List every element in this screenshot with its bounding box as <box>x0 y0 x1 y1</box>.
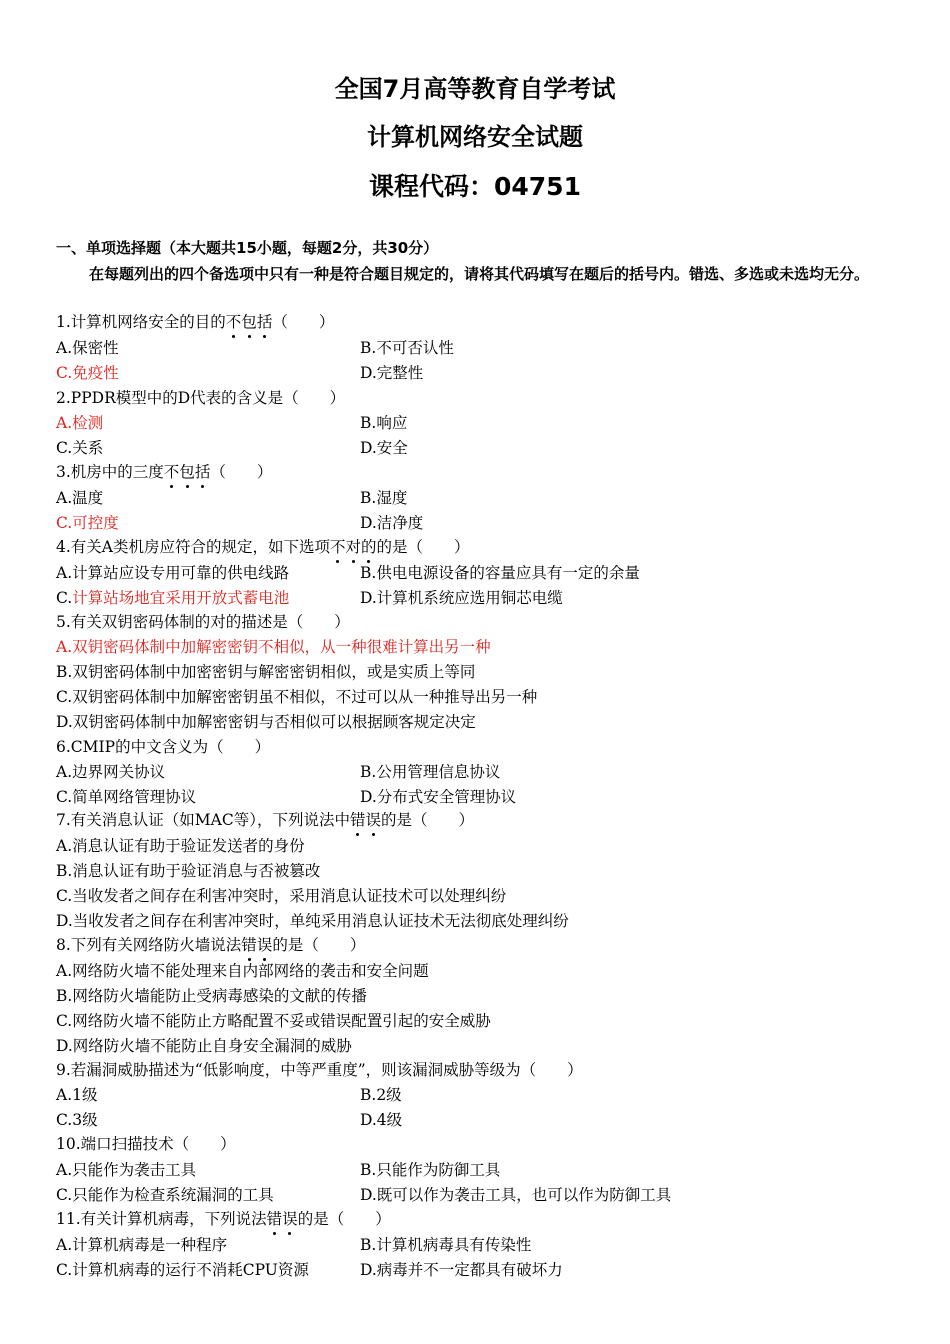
emphasis-dots: 错误 <box>241 936 273 954</box>
question-10-option-d: D.既可以作为袭击工具，也可以作为防御工具 <box>360 1186 672 1204</box>
question-8-option-c: C.网络防火墙不能防止方略配置不妥或错误配置引起的安全威胁 <box>56 1012 491 1030</box>
question-10-option-b: B.只能作为防御工具 <box>360 1161 501 1179</box>
emphasis-dots: 错误 <box>349 811 381 829</box>
question-3-option-a: A.温度 <box>56 489 104 507</box>
question-2-stem: 2.PPDR模型中的D代表的含义是（ ） <box>56 389 346 407</box>
course-code: 课程代码：04751 <box>369 172 581 201</box>
question-11-option-b: B.计算机病毒具有传染性 <box>360 1236 532 1254</box>
question-7-option-c: C.当收发者之间存在利害冲突时，采用消息认证技术可以处理纠纷 <box>56 887 507 905</box>
question-5-option-a-answer: A.双钥密码体制中加解密密钥不相似，从一种很难计算出另一种 <box>56 638 491 656</box>
question-9-option-b: B.2级 <box>360 1086 402 1104</box>
question-10-option-a: A.只能作为袭击工具 <box>56 1161 197 1179</box>
emphasis-dots: 不包括 <box>225 313 273 331</box>
question-8-option-d: D.网络防火墙不能防止自身安全漏洞的威胁 <box>56 1037 352 1055</box>
question-6-option-c: C.简单网络管理协议 <box>56 788 197 806</box>
question-4-option-a: A.计算站应设专用可靠的供电线路 <box>56 564 290 582</box>
question-5-option-c: C.双钥密码体制中加解密密钥虽不相似，不过可以从一种推导出另一种 <box>56 688 538 706</box>
question-1-option-c-answer: C.免疫性 <box>56 364 119 382</box>
question-1-option-d: D.完整性 <box>360 364 424 382</box>
question-6-stem: 6.CMIP的中文含义为（ ） <box>56 738 271 756</box>
question-9-option-c: C.3级 <box>56 1111 98 1129</box>
question-8-option-a: A.网络防火墙不能处理来自内部网络的袭击和安全问题 <box>56 962 429 980</box>
question-5-option-b: B.双钥密码体制中加密密钥与解密密钥相似，或是实质上等同 <box>56 663 476 681</box>
subject-title: 计算机网络安全试题 <box>367 123 583 151</box>
question-7-option-b: B.消息认证有助于验证消息与否被篡改 <box>56 862 321 880</box>
question-8-option-b: B.网络防火墙能防止受病毒感染的文献的传播 <box>56 987 367 1005</box>
question-2-option-d: D.安全 <box>360 439 408 457</box>
question-6-option-a: A.边界网关协议 <box>56 763 166 781</box>
question-1-option-b: B.不可否认性 <box>360 339 454 357</box>
question-7-stem: 7.有关消息认证（如MAC等），下列说法中错误的是（ ） <box>56 811 475 829</box>
question-4-option-d: D.计算机系统应选用铜芯电缆 <box>360 589 563 607</box>
emphasis-dots: 不包括 <box>163 463 211 481</box>
question-2-option-b: B.响应 <box>360 414 408 432</box>
question-11-option-d: D.病毒并不一定都具有破坏力 <box>360 1261 563 1279</box>
emphasis-dots: 不对的 <box>329 538 377 556</box>
section-instruction: 在每题列出的四个备选项中只有一种是符合题目规定的，请将其代码填写在题后的括号内。错选、多选或未选均无分。 <box>89 265 870 283</box>
question-4-option-b: B.供电电源设备的容量应具有一定的余量 <box>360 564 640 582</box>
question-9-option-d: D.4级 <box>360 1111 403 1129</box>
exam-title: 全国7月高等教育自学考试 <box>334 75 616 103</box>
question-6-option-b: B.公用管理信息协议 <box>360 763 501 781</box>
question-7-option-a: A.消息认证有助于验证发送者的身份 <box>56 837 305 855</box>
question-1-option-a: A.保密性 <box>56 339 119 357</box>
question-2-option-a-answer: A.检测 <box>56 414 104 432</box>
question-1-stem: 1.计算机网络安全的目的不包括（ ） <box>56 313 335 331</box>
question-5-option-d: D.双钥密码体制中加解密密钥与否相似可以根据顾客规定决定 <box>56 713 476 731</box>
question-8-stem: 8.下列有关网络防火墙说法错误的是（ ） <box>56 936 366 954</box>
question-6-option-d: D.分布式安全管理协议 <box>360 788 517 806</box>
question-4-stem: 4.有关A类机房应符合的规定，如下选项不对的的是（ ） <box>56 538 470 556</box>
question-3-option-d: D.洁净度 <box>360 514 424 532</box>
section-heading: 一、单项选择题（本大题共15小题，每题2分，共30分） <box>56 239 439 257</box>
question-9-option-a: A.1级 <box>56 1086 98 1104</box>
question-3-stem: 3.机房中的三度不包括（ ） <box>56 463 273 481</box>
question-9-stem: 9.若漏洞威胁描述为“低影响度，中等严重度”，则该漏洞威胁等级为（ ） <box>56 1061 583 1079</box>
question-2-option-c: C.关系 <box>56 439 104 457</box>
question-7-option-d: D.当收发者之间存在利害冲突时，单纯采用消息认证技术无法彻底处理纠纷 <box>56 912 569 930</box>
question-3-option-b: B.湿度 <box>360 489 408 507</box>
emphasis-dots: 错误 <box>266 1210 298 1228</box>
question-5-stem: 5.有关双钥密码体制的对的描述是（ ） <box>56 613 350 631</box>
question-11-option-a: A.计算机病毒是一种程序 <box>56 1236 228 1254</box>
question-4-option-c-answer: C.计算站场地宜采用开放式蓄电池 <box>56 589 290 607</box>
question-10-option-c: C.只能作为检查系统漏洞的工具 <box>56 1186 274 1204</box>
question-3-option-c-answer: C.可控度 <box>56 514 119 532</box>
question-11-option-c: C.计算机病毒的运行不消耗CPU资源 <box>56 1261 309 1279</box>
question-10-stem: 10.端口扫描技术（ ） <box>56 1135 236 1153</box>
question-11-stem: 11.有关计算机病毒，下列说法错误的是（ ） <box>56 1210 391 1228</box>
